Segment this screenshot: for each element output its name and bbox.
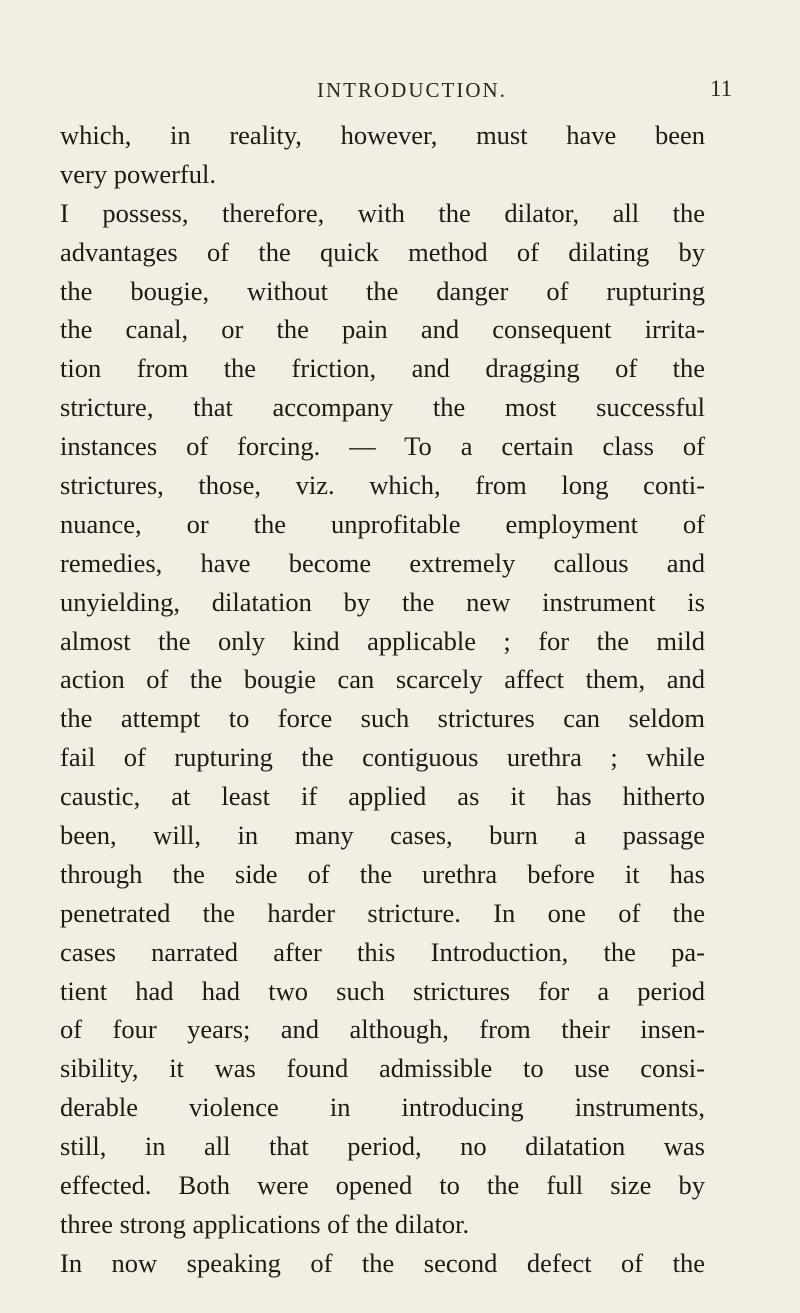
text-line: instances of forcing. — To a certain class of (60, 431, 705, 462)
text-line: effected. Both were opened to the full size by (60, 1170, 705, 1201)
text-line: penetrated the harder stricture. In one of the (60, 897, 705, 928)
text-line: the canal, or the pain and consequent irrita- (60, 314, 705, 345)
running-title: INTRODUCTION. (317, 78, 507, 102)
text-line: nuance, or the unprofitable employment of (60, 508, 705, 539)
text-line: been, will, in many cases, burn a passage (60, 820, 705, 851)
text-line: tion from the friction, and dragging of the (60, 353, 705, 384)
running-head (0, 78, 800, 108)
text-line: through the side of the urethra before it has (60, 858, 705, 889)
text-line: strictures, those, viz. which, from long conti- (60, 470, 705, 501)
text-line: unyielding, dilatation by the new instrument is (60, 586, 705, 617)
text-line: advantages of the quick method of dilating by (60, 236, 705, 267)
text-line: the bougie, without the danger of rupturing (60, 275, 705, 306)
text-line: stricture, that accompany the most successful (60, 392, 705, 423)
text-line: very powerful. (60, 158, 216, 189)
text-line: which, in reality, however, must have been (60, 120, 705, 150)
page-number: 11 (710, 76, 733, 101)
text-line: I possess, therefore, with the dilator, all the (60, 197, 705, 228)
text-line: caustic, at least if applied as it has hitherto (60, 781, 705, 812)
text-line: of four years; and although, from their insen- (60, 1014, 705, 1045)
text-line: tient had had two such strictures for a period (60, 975, 705, 1006)
text-line: In now speaking of the second defect of the (60, 1247, 705, 1278)
text-line: cases narrated after this Introduction, the pa- (60, 936, 705, 967)
text-line: remedies, have become extremely callous and (60, 547, 705, 578)
text-line: action of the bougie can scarcely affect them, and (60, 664, 705, 695)
text-line: fail of rupturing the contiguous urethra ; while (60, 742, 705, 773)
text-line: derable violence in introducing instruments, (60, 1092, 705, 1123)
text-line: still, in all that period, no dilatation was (60, 1131, 705, 1162)
text-line: almost the only kind applicable ; for the mild (60, 625, 705, 656)
text-line: three strong applications of the dilator. (60, 1208, 470, 1239)
body-text (60, 116, 705, 1283)
text-line: the attempt to force such strictures can seldom (60, 703, 705, 734)
text-line: sibility, it was found admissible to use consi- (60, 1053, 705, 1084)
